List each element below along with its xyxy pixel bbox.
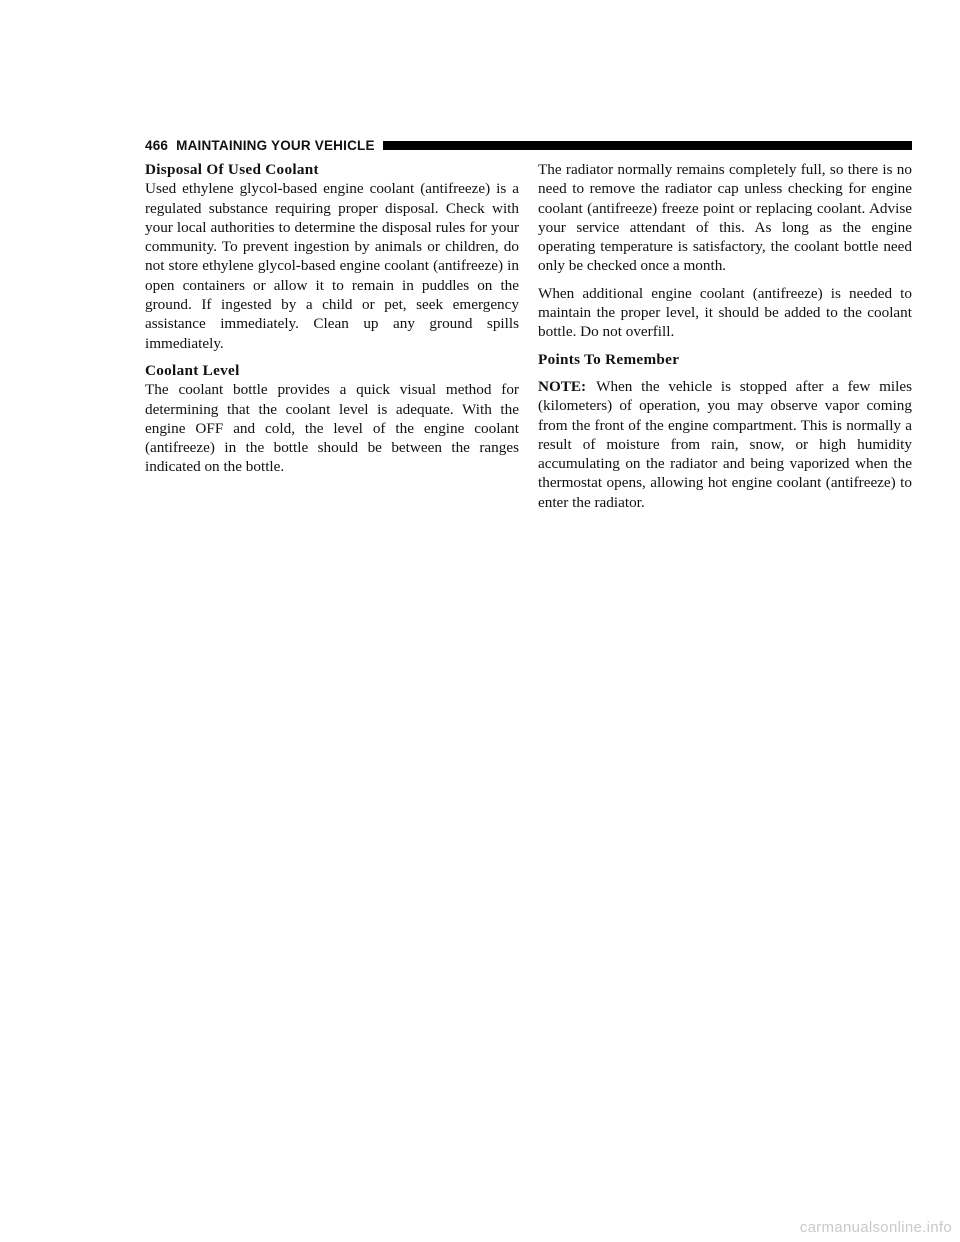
watermark-logo: carmanualsonline.info — [799, 1219, 952, 1236]
coolant-level-heading: Coolant Level — [145, 361, 240, 379]
points-heading: Points To Remember — [538, 350, 680, 368]
section-title: MAINTAINING YOUR VEHICLE — [176, 137, 375, 153]
left-column — [145, 160, 519, 485]
right-column — [538, 160, 912, 520]
note-paragraph — [538, 377, 912, 512]
note-text: When the vehicle is stopped after a few miles (kilometers) of operation, you may observe vapor coming from the front of the engine compartment. This is normally a result of moisture from rain, snow, or high humidity accumulating on the radiator and being vaporized when the thermostat opens, allowing hot engine coolant (antifreeze) to enter the radiator. — [538, 377, 912, 511]
page-number: 466 — [145, 137, 169, 153]
page-header — [145, 136, 912, 154]
header-rule — [383, 141, 912, 150]
disposal-heading: Disposal Of Used Coolant — [145, 161, 319, 178]
note-label: NOTE: — [538, 377, 587, 395]
disposal-paragraph: Used ethylene glycol-based engine coolant (antifreeze) is a regulated substance requiring proper disposal. Check with your local authorities to determine the disposal rules for your community. To prevent ingestion by animals or children, do not store ethylene glycol-based engine coolant (antifreeze) in open containers or allow it to remain in puddles on the ground. If ingested by a child or pet, seek emergency assistance immediately. Clean up any ground spills immediately. — [145, 180, 519, 352]
additional-coolant-paragraph: When additional engine coolant (antifreeze) is needed to maintain the proper level, it should be added to the coolant bottle. Do not overfill. — [538, 284, 912, 341]
coolant-level-paragraph: The coolant bottle provides a quick visual method for determining that the coolant level is adequate. With the engine OFF and cold, the level of the engine coolant (antifreeze) in the bottle should be between the ranges indicated on the bottle. — [145, 381, 519, 476]
radiator-paragraph: The radiator normally remains completely full, so there is no need to remove the radiator cap unless checking for engine coolant (antifreeze) freeze point or replacing coolant. Advise your service attendant of this. As long as the engine operating temperature is satisfactory, the coolant bottle need only be checked once a month. — [538, 161, 912, 275]
